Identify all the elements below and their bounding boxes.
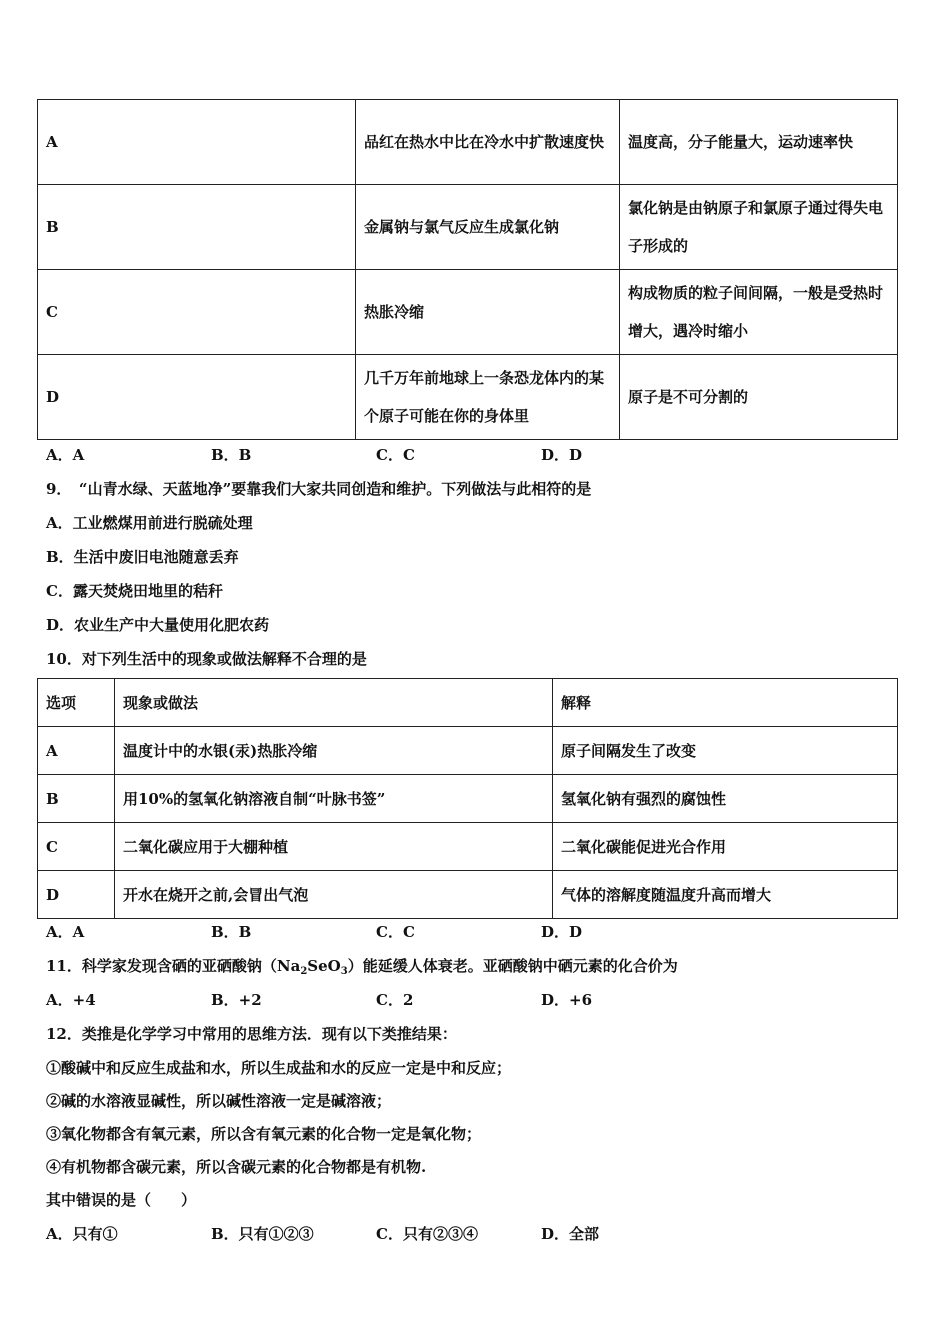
table-row xyxy=(38,355,898,440)
option-c[interactable]: C．只有②③④ xyxy=(376,1225,478,1243)
q11-stem-part: ）能延缓人体衰老。亚硒酸钠中硒元素的化合价为 xyxy=(347,957,678,975)
q9-option-a[interactable]: A．工业燃煤用前进行脱硫处理 xyxy=(46,514,253,532)
explanation-cell: 二氧化碳能促进光合作用 xyxy=(553,823,898,871)
explanation-cell: 原子是不可分割的 xyxy=(620,355,898,440)
option-b[interactable]: B．+2 xyxy=(211,991,262,1009)
table-header-row xyxy=(38,679,898,727)
q12-stem: 12．类推是化学学习中常用的思维方法．现有以下类推结果： xyxy=(46,1025,457,1043)
option-key: D xyxy=(38,871,115,919)
phenomenon-cell: 温度计中的水银(汞)热胀冷缩 xyxy=(115,727,553,775)
explanation-cell: 温度高，分子能量大，运动速率快 xyxy=(620,100,898,185)
header-option: 选项 xyxy=(38,679,115,727)
option-d[interactable]: D．全部 xyxy=(541,1225,600,1243)
option-a[interactable]: A．只有① xyxy=(46,1225,118,1243)
header-phenomenon: 现象或做法 xyxy=(115,679,553,727)
q11-subscript: 2 xyxy=(300,966,308,977)
option-d[interactable]: D．D xyxy=(541,923,583,941)
option-c[interactable]: C．C xyxy=(376,446,415,464)
q11-stem xyxy=(46,955,678,977)
option-key: A xyxy=(38,100,356,185)
q10-stem: 10．对下列生活中的现象或做法解释不合理的是 xyxy=(46,650,367,668)
q11-subscript: 3 xyxy=(340,966,348,977)
option-key: B xyxy=(38,775,115,823)
explanation-cell: 氯化钠是由钠原子和氯原子通过得失电子形成的 xyxy=(620,185,898,270)
option-a[interactable]: A．A xyxy=(46,923,85,941)
phenomenon-cell: 几千万年前地球上一条恐龙体内的某个原子可能在你的身体里 xyxy=(356,355,620,440)
phenomenon-cell: 热胀冷缩 xyxy=(356,270,620,355)
option-b[interactable]: B．B xyxy=(211,923,252,941)
option-b[interactable]: B．只有①②③ xyxy=(211,1225,314,1243)
q9-option-d[interactable]: D．农业生产中大量使用化肥农药 xyxy=(46,616,270,634)
table-row xyxy=(38,185,898,270)
option-d[interactable]: D．D xyxy=(541,446,583,464)
explanation-cell: 氢氧化钠有强烈的腐蚀性 xyxy=(553,775,898,823)
q11-stem-part: 11．科学家发现含硒的亚硒酸钠（Na xyxy=(46,957,301,975)
q11-stem-part: SeO xyxy=(307,957,341,975)
q9-option-b[interactable]: B．生活中废旧电池随意丢弃 xyxy=(46,548,239,566)
q12-question: 其中错误的是（ ） xyxy=(46,1191,197,1209)
table-row xyxy=(38,727,898,775)
option-key: C xyxy=(38,270,356,355)
explanation-cell: 构成物质的粒子间间隔，一般是受热时增大，遇冷时缩小 xyxy=(620,270,898,355)
phenomenon-cell: 金属钠与氯气反应生成氯化钠 xyxy=(356,185,620,270)
q10-table xyxy=(37,678,898,919)
phenomenon-cell: 品红在热水中比在冷水中扩散速度快 xyxy=(356,100,620,185)
explanation-cell: 气体的溶解度随温度升高而增大 xyxy=(553,871,898,919)
option-a[interactable]: A．+4 xyxy=(46,991,96,1009)
option-key: A xyxy=(38,727,115,775)
option-key: D xyxy=(38,355,356,440)
q12-item: ④有机物都含碳元素，所以含碳元素的化合物都是有机物. xyxy=(46,1158,427,1176)
q12-item: ②碱的水溶液显碱性，所以碱性溶液一定是碱溶液； xyxy=(46,1092,392,1110)
table-row xyxy=(38,871,898,919)
option-key: C xyxy=(38,823,115,871)
phenomenon-cell: 开水在烧开之前,会冒出气泡 xyxy=(115,871,553,919)
option-c[interactable]: C．C xyxy=(376,923,415,941)
option-c[interactable]: C．2 xyxy=(376,991,414,1009)
option-a[interactable]: A．A xyxy=(46,446,85,464)
phenomenon-cell: 用10%的氢氧化钠溶液自制“叶脉书签” xyxy=(115,775,553,823)
option-key: B xyxy=(38,185,356,270)
phenomenon-cell: 二氧化碳应用于大棚种植 xyxy=(115,823,553,871)
table-row xyxy=(38,270,898,355)
table-row xyxy=(38,823,898,871)
option-d[interactable]: D．+6 xyxy=(541,991,593,1009)
table-row xyxy=(38,100,898,185)
header-explanation: 解释 xyxy=(553,679,898,727)
q8-table xyxy=(37,99,898,440)
option-b[interactable]: B．B xyxy=(211,446,252,464)
q9-option-c[interactable]: C．露天焚烧田地里的秸秆 xyxy=(46,582,223,600)
q12-item: ③氧化物都含有氧元素，所以含有氧元素的化合物一定是氧化物； xyxy=(46,1125,482,1143)
table-row xyxy=(38,775,898,823)
q12-item: ①酸碱中和反应生成盐和水，所以生成盐和水的反应一定是中和反应； xyxy=(46,1059,512,1077)
explanation-cell: 原子间隔发生了改变 xyxy=(553,727,898,775)
q9-stem: 9． “山青水绿、天蓝地净”要靠我们大家共同创造和维护。下列做法与此相符的是 xyxy=(46,480,592,498)
